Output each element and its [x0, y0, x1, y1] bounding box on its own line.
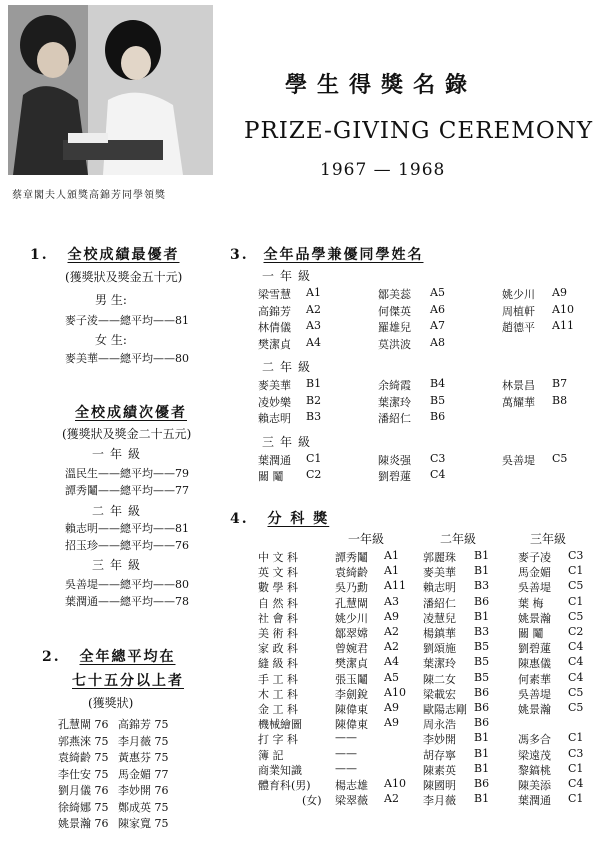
merit-class-code: A9: [552, 286, 567, 299]
grade-1-winner: 張玉鬮: [335, 672, 368, 686]
grade-3-class: C4: [568, 777, 584, 790]
honor-entry: 劉月儀 76: [58, 784, 109, 797]
grade-2-winner: 凌慧兒: [423, 611, 456, 625]
grade-3-winner: 馬金媚: [518, 566, 551, 580]
grade-3-winner: 吳善堤: [518, 687, 551, 701]
subject-name: 自 然 科: [258, 596, 298, 610]
grade-3-winner: 關 鬮: [518, 627, 544, 640]
grade-2-class: B6: [474, 777, 490, 790]
merit-class-code: C1: [306, 451, 322, 465]
subject-name: 機械繪圖: [258, 718, 302, 732]
section-2-title-line2: 七十五分以上者: [72, 673, 184, 689]
merit-student-name: 何傑英: [378, 304, 411, 318]
grade-2-entry-1: 賴志明——總平均——81: [65, 522, 189, 535]
grade-1-entry-1: 溫民生——總平均——79: [65, 467, 189, 480]
subject-name: 英 文 科: [258, 566, 298, 580]
section-2-title-line1: 全年總平均在: [79, 649, 176, 665]
section-4-heading: [230, 508, 329, 528]
grade-3-winner: 陳惠儀: [518, 657, 551, 671]
subject-name: (女): [302, 794, 322, 808]
grade-3-class: C4: [568, 670, 584, 684]
grade-3-class: C1: [568, 761, 584, 775]
subject-name: 家 政 科: [258, 642, 298, 656]
grade-3-class: C1: [568, 731, 584, 745]
merit-student-name: 林倩儀: [258, 321, 291, 334]
merit-student-name: 葉潤通: [258, 453, 291, 467]
grade-1-winner: 姚少川: [335, 611, 368, 625]
grade-1-winner: 李劍銳: [335, 687, 368, 701]
merit-class-code: B3: [306, 410, 322, 423]
grade-2-class: B5: [474, 670, 490, 684]
ceremony-photo-image: [8, 5, 213, 175]
grade-1-winner: 梁翠薇: [335, 794, 368, 808]
grade-3-class: C5: [568, 685, 584, 699]
grade-3-entry-1: 吳善堤——總平均——80: [65, 578, 189, 591]
grade-1-winner: 吳乃勳: [335, 581, 368, 595]
merit-grade-label: 三年級: [262, 434, 317, 449]
section-4-title: 分 科 獎: [267, 511, 330, 527]
grade-1-class: A10: [384, 685, 406, 699]
grade-1-class: A3: [384, 594, 399, 608]
girls-label: 女 生:: [95, 333, 127, 347]
grade-2-class: B1: [474, 746, 490, 760]
merit-student-name: 趙德平: [502, 321, 535, 334]
boys-top-entry: 麥子淩——總平均——81: [65, 314, 189, 327]
merit-student-name: 賴志明: [258, 412, 291, 425]
merit-class-code: A5: [430, 286, 445, 299]
boys-label: 男 生:: [95, 293, 127, 307]
grade-3-class: C5: [568, 701, 584, 714]
grade-2-class: B5: [474, 655, 490, 669]
section-1-title: 全校成績最優者: [67, 247, 180, 263]
honor-entry: 李仕安 75: [58, 767, 109, 781]
subject-name: 體育科(男): [258, 779, 311, 792]
grade-1-entry-2: 譚秀鬮——總平均——77: [65, 484, 189, 497]
grade-1-winner: 陳偉東: [335, 718, 368, 732]
grade-2-class: B3: [474, 579, 490, 593]
grade-3-winner: 黎鎬桃: [518, 763, 551, 777]
honor-entry: 袁綺齡 75: [58, 751, 109, 764]
subject-name: 打 字 科: [258, 733, 298, 747]
grade-3-class: C2: [568, 625, 584, 638]
honor-entry: 姚景瀚 76: [58, 817, 109, 830]
grade-3-winner: 麥子凌: [518, 551, 551, 564]
grade-3-entry-2: 葉潤通——總平均——78: [65, 595, 189, 608]
grade-2-class: B6: [474, 685, 490, 699]
merit-class-code: B5: [430, 393, 446, 407]
grade-1-winner: 楊志雄: [335, 779, 368, 792]
honor-entry: 陳家寬 75: [118, 817, 169, 830]
grade-2-winner: 梁載宏: [423, 687, 456, 701]
merit-class-code: A10: [552, 302, 574, 316]
title-english: PRIZE-GIVING CEREMONY: [244, 118, 594, 144]
grade-3-class: C4: [568, 655, 584, 669]
grade-3-winner: 馮多合: [518, 733, 551, 747]
grade-2-class: B5: [474, 640, 490, 654]
section-1-note: (獲獎狀及獎金五十元): [65, 270, 183, 284]
subject-name: 簿 記: [258, 748, 284, 762]
grade-2-class: B1: [474, 549, 490, 562]
section-2-number: 2.: [42, 649, 61, 665]
grade-2-winner: 李妙開: [423, 733, 456, 747]
grade-1-winner: 樊潔貞: [335, 657, 368, 671]
merit-student-name: 周植軒: [502, 304, 535, 318]
grade-2-winner: 劉頌施: [423, 642, 456, 656]
merit-class-code: C3: [430, 451, 446, 465]
grade-1-winner: ——: [335, 746, 357, 760]
merit-student-name: 葉潔玲: [378, 395, 411, 409]
grade-2-entry-2: 招玉珍——總平均——76: [65, 539, 189, 552]
grade-2-label: 二年級: [92, 504, 147, 518]
grade-3-winner: 陳美添: [518, 779, 551, 792]
grade-2-class: B6: [474, 701, 490, 714]
section-1b-heading: [75, 402, 187, 422]
grade-2-class: B1: [474, 792, 490, 806]
subject-name: 中 文 科: [258, 551, 298, 564]
merit-class-code: B1: [306, 377, 322, 390]
grade-3-winner: 姚景瀚: [518, 703, 551, 716]
merit-class-code: C2: [306, 468, 322, 481]
subject-name: 社 會 科: [258, 611, 298, 625]
section-1b-title: 全校成績次優者: [75, 405, 187, 421]
grade-2-winner: 周永浩: [423, 718, 456, 732]
grade-1-class: A4: [384, 655, 399, 669]
merit-student-name: 關 鬮: [258, 470, 284, 483]
section-1-number: 1.: [30, 247, 49, 263]
grade-1-class: A9: [384, 609, 399, 623]
honor-entry: 孔慧閘 76: [58, 718, 109, 731]
merit-class-code: A4: [306, 335, 321, 349]
merit-class-code: C4: [430, 468, 446, 481]
grade-3-winner: 葉 梅: [518, 596, 544, 610]
grade-2-winner: 郭麗珠: [423, 551, 456, 564]
honor-entry: 鄭成英 75: [118, 800, 169, 814]
merit-student-name: 余綺霞: [378, 379, 411, 392]
merit-class-code: C5: [552, 451, 568, 465]
grade-3-winner: 劉碧蓮: [518, 642, 551, 656]
section-1-heading: [30, 244, 180, 264]
grade-1-class: A11: [384, 579, 406, 593]
grade-1-class: A2: [384, 625, 399, 638]
col-head-grade-1: 一年級: [348, 532, 385, 546]
grade-3-class: C1: [568, 564, 584, 578]
merit-class-code: A6: [430, 302, 445, 316]
grade-1-winner: 孔慧閘: [335, 596, 368, 610]
grade-3-class: C1: [568, 792, 584, 806]
grade-2-winner: 潘紹仁: [423, 596, 456, 610]
merit-student-name: 林景昌: [502, 379, 535, 392]
grade-1-winner: 曾婉君: [335, 642, 368, 656]
grade-1-label: 一年級: [92, 447, 147, 461]
merit-student-name: 樊潔貞: [258, 337, 291, 351]
section-4-number: 4.: [230, 511, 249, 527]
merit-class-code: A3: [306, 319, 321, 332]
merit-class-code: B2: [306, 393, 322, 407]
grade-2-winner: 陳二女: [423, 672, 456, 686]
honor-entry: 馬金媚 77: [118, 767, 169, 781]
grade-1-class: A9: [384, 701, 399, 714]
grade-2-class: B1: [474, 761, 490, 775]
grade-2-class: B6: [474, 716, 490, 730]
grade-3-class: C5: [568, 579, 584, 593]
merit-student-name: 劉碧蓮: [378, 470, 411, 483]
grade-3-winner: 葉潤通: [518, 794, 551, 808]
ceremony-photo: [8, 5, 213, 175]
merit-grade-label: 二年級: [262, 360, 317, 374]
merit-student-name: 吳善堤: [502, 453, 535, 467]
honor-entry: 徐綺娜 75: [58, 800, 109, 814]
section-2-heading: [42, 646, 176, 666]
grade-2-class: B1: [474, 564, 490, 578]
grade-1-class: A1: [384, 564, 399, 578]
merit-student-name: 梁雪慧: [258, 288, 291, 301]
section-3-title: 全年品學兼優同學姓名: [263, 247, 424, 263]
merit-student-name: 鄒美蕊: [378, 288, 411, 301]
grade-2-winner: 楊鎮華: [423, 627, 456, 640]
col-head-grade-3: 三年級: [530, 532, 567, 546]
grade-3-winner: 吳善堤: [518, 581, 551, 595]
subject-name: 手 工 科: [258, 672, 298, 686]
section-2-note: (獲獎狀): [88, 696, 134, 710]
grade-1-class: A2: [384, 792, 399, 806]
grade-3-winner: 何素華: [518, 672, 551, 686]
subject-name: 數 學 科: [258, 581, 298, 595]
merit-student-name: 凌妙樂: [258, 395, 291, 409]
grade-1-class: A5: [384, 670, 399, 684]
merit-class-code: A11: [552, 319, 574, 332]
grade-1-class: A10: [384, 777, 406, 790]
grade-1-winner: ——: [335, 731, 357, 745]
merit-student-name: 陳炎强: [378, 453, 411, 467]
grade-3-class: C5: [568, 609, 584, 623]
girls-top-entry: 麥美華——總平均——80: [65, 352, 189, 365]
grade-1-winner: 陳偉東: [335, 703, 368, 716]
grade-3-winner: 梁遠茂: [518, 748, 551, 762]
merit-student-name: 潘紹仁: [378, 412, 411, 425]
grade-2-winner: 葉潔玲: [423, 657, 456, 671]
grade-2-winner: 賴志明: [423, 581, 456, 595]
grade-1-class: A2: [384, 640, 399, 654]
merit-student-name: 高錦芳: [258, 304, 291, 318]
merit-grade-label: 一年級: [262, 269, 317, 283]
grade-3-label: 三年級: [92, 558, 147, 572]
subject-name: 商業知識: [258, 763, 302, 777]
section-3-heading: [230, 244, 424, 264]
grade-1-winner: 袁綺齡: [335, 566, 368, 580]
grade-2-winner: 胡存寧: [423, 748, 456, 762]
subject-name: 木 工 科: [258, 687, 298, 701]
merit-class-code: A8: [430, 335, 445, 349]
merit-class-code: A2: [306, 302, 321, 316]
grade-1-winner: ——: [335, 761, 357, 775]
grade-1-class: A9: [384, 716, 399, 730]
subject-name: 縫 級 科: [258, 657, 298, 671]
grade-2-winner: 李月薇: [423, 794, 456, 808]
col-head-grade-2: 二年級: [440, 532, 477, 546]
merit-class-code: B4: [430, 377, 446, 390]
grade-2-winner: 麥美華: [423, 566, 456, 580]
grade-2-class: B6: [474, 594, 490, 608]
merit-student-name: 萬耀華: [502, 395, 535, 409]
grade-1-class: A1: [384, 549, 399, 562]
merit-student-name: 姚少川: [502, 288, 535, 301]
merit-student-name: 莫洪波: [378, 337, 411, 351]
grade-2-class: B1: [474, 731, 490, 745]
subject-name: 金 工 科: [258, 703, 298, 716]
merit-class-code: A1: [306, 286, 321, 299]
grade-1-winner: 譚秀鬮: [335, 551, 368, 564]
honor-entry: 李月薇 75: [118, 734, 169, 748]
grade-2-winner: 陳國明: [423, 779, 456, 792]
merit-class-code: B8: [552, 393, 568, 407]
grade-2-winner: 陳素英: [423, 763, 456, 777]
school-year: 1967 — 1968: [320, 160, 446, 180]
grade-3-class: C3: [568, 549, 584, 562]
honor-entry: 黃惠芬 75: [118, 751, 169, 764]
title-chinese: 學生得獎名錄: [285, 72, 478, 98]
grade-2-class: B1: [474, 609, 490, 623]
grade-3-class: C1: [568, 594, 584, 608]
honor-entry: 郭燕淶 75: [58, 734, 109, 748]
grade-3-class: C3: [568, 746, 584, 760]
merit-student-name: 麥美華: [258, 379, 291, 392]
grade-1-winner: 鄒翠嫦: [335, 627, 368, 640]
photo-caption: 蔡章閣夫人頒獎高錦芳同學領獎: [12, 190, 166, 201]
grade-3-winner: 姚景瀚: [518, 611, 551, 625]
honor-entry: 高錦芳 75: [118, 718, 169, 731]
section-1b-note: (獲獎狀及獎金二十五元): [62, 427, 192, 441]
merit-student-name: 羅雄兒: [378, 321, 411, 334]
merit-class-code: B6: [430, 410, 446, 423]
honor-entry: 李妙開 76: [118, 784, 169, 797]
grade-2-class: B3: [474, 625, 490, 638]
merit-class-code: A7: [430, 319, 445, 332]
grade-2-winner: 歐陽志剛: [423, 703, 467, 716]
grade-3-class: C4: [568, 640, 584, 654]
subject-name: 美 術 科: [258, 627, 298, 640]
merit-class-code: B7: [552, 377, 568, 390]
section-2-heading-line2: [72, 670, 184, 690]
section-3-number: 3.: [230, 247, 249, 263]
